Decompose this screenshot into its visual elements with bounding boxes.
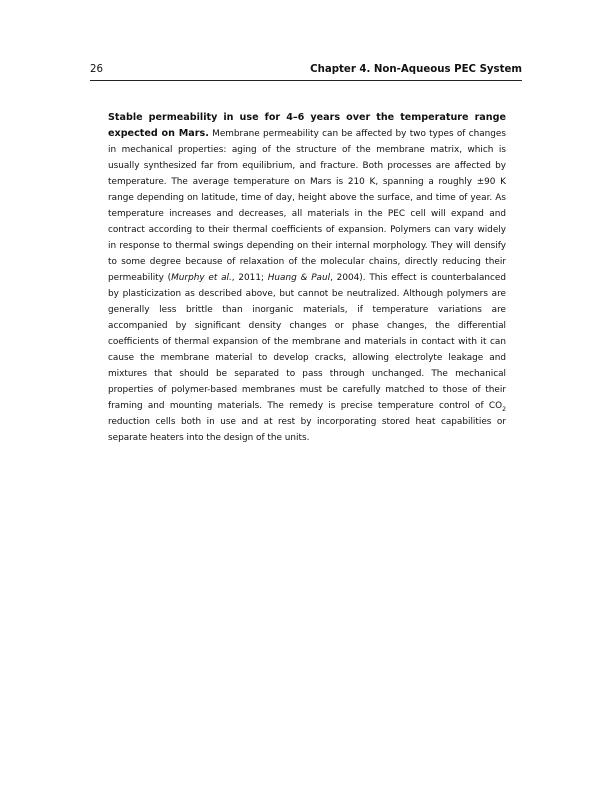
paragraph-text-3: reduction cells both in use and at rest by incorporating stored heat capabilities or separate heaters into the design of the units. [108, 417, 506, 443]
citation-2-year: , 2004 [330, 273, 360, 283]
page-number: 26 [90, 64, 103, 75]
citation-2-authors: Huang & Paul [267, 273, 331, 283]
paragraph-text-1: Membrane permeability can be affected by two types of changes in mechanical properties: aging of the structure of the membrane matrix, which is usually synthesized far from equilibrium, and fracture. Both processes are affected by temperature. The average temperature on Mars is 210 K, spanning a roughly ±90 K range depending on latitude, time of day, height above the surface, and time of year. As temperature increases and decreases, all materials in the PEC cell will expand and contract according to their thermal coefficients of expansion. Polymers can vary widely in response to thermal swings depending on their internal morphology. They will densify to some degree because of relaxation of the molecular chains, directly reducing their permeability ( [108, 129, 507, 283]
page-header [90, 64, 522, 81]
paragraph-heading: Stable permeability in use for 4–6 years over the temperature range expected on Mars. [108, 112, 506, 139]
citation-1-authors: Murphy et al. [171, 273, 232, 283]
paragraph-text-2: ). This effect is counterbalanced by plasticization as described above, but cannot be neutralized. Although polymers are generally less brittle than inorganic materials, if temperature variations are accompanied by significant density changes or phase changes, the differential coefficients of thermal expansion of the membrane and materials in contact with it can cause the membrane material to develop cracks, allowing electrolyte leakage and mixtures that should be separated to pass through unchanged. The mechanical properties of polymer-based membranes must be carefully matched to those of their framing and mounting materials. The remedy is precise temperature control of CO [108, 273, 506, 411]
body-paragraph [108, 110, 506, 446]
citation-huang [268, 273, 360, 283]
citation-1-year: , 2011; [231, 273, 268, 283]
co2-subscript: 2 [502, 405, 506, 413]
running-title: Chapter 4. Non-Aqueous PEC System [310, 64, 522, 75]
citation-murphy [171, 273, 268, 283]
